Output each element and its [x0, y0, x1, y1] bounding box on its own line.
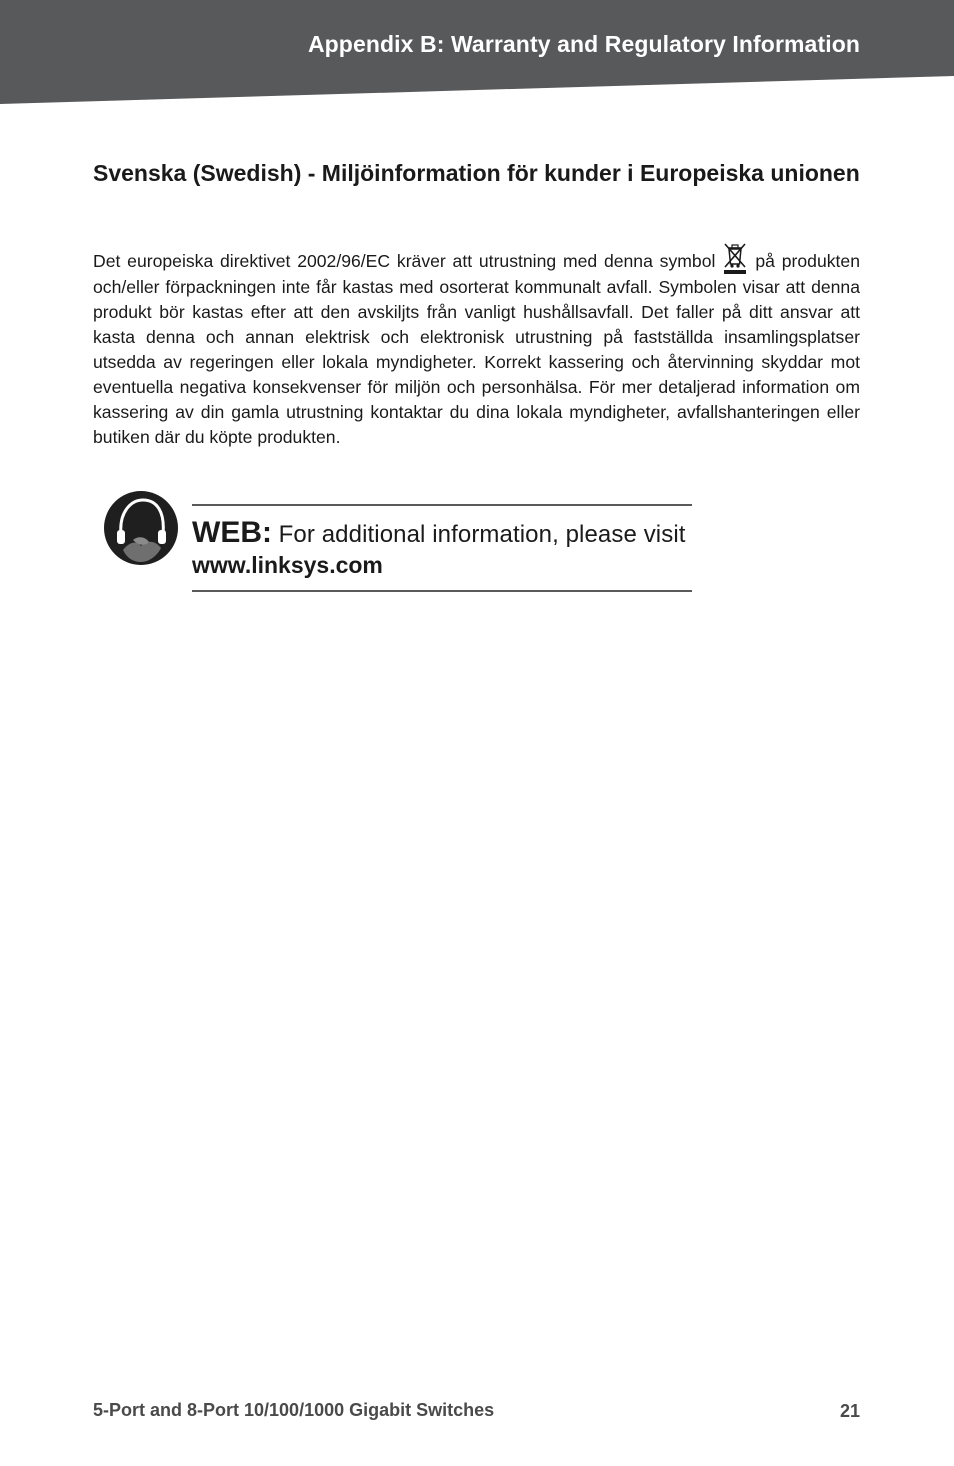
web-label: WEB: [192, 516, 272, 549]
paragraph-text-end: på produkten och/eller förpackningen inte får kastas med osorterat kommunalt avfall. Symbolen visar att denna produkt bör kastas efter att den avskiljts från vanligt hushållsavfall. Det faller på ditt ansvar att kasta denna och annan elektrisk och elektronisk utrustning på fastställda insamlingsplatser utsedda av regeringen eller lokala myndigheter. Korrekt kassering och återvinning skyddar mot eventuella negativa konsekvenser för miljön och personhälsa. För mer detaljerad information om kassering av din gamla utrustning kontaktar du dina lokala myndigheter, avfallshanteringen eller butiken där du köpte produkten. [93, 251, 860, 447]
web-info-line [192, 516, 686, 552]
crossed-out-wheelie-bin-icon [721, 241, 749, 275]
globe-headset-icon [103, 490, 179, 566]
page-number: 21 [839, 1401, 860, 1421]
section-title: Svenska (Swedish) - Miljöinformation för kunder i Europeiska unionen [93, 160, 860, 186]
web-info-text: For additional information, please visit [278, 521, 686, 548]
page-header-title: Appendix B: Warranty and Regulatory Information [307, 31, 860, 57]
web-url-link[interactable]: www.linksys.com [192, 552, 383, 578]
web-info-box [192, 504, 692, 592]
paragraph-text-start: Det europeiska direktivet 2002/96/EC kräver att utrustning med denna symbol [93, 251, 716, 271]
body-paragraph [93, 241, 860, 450]
footer-product-name: 5-Port and 8-Port 10/100/1000 Gigabit Switches [93, 1400, 495, 1420]
